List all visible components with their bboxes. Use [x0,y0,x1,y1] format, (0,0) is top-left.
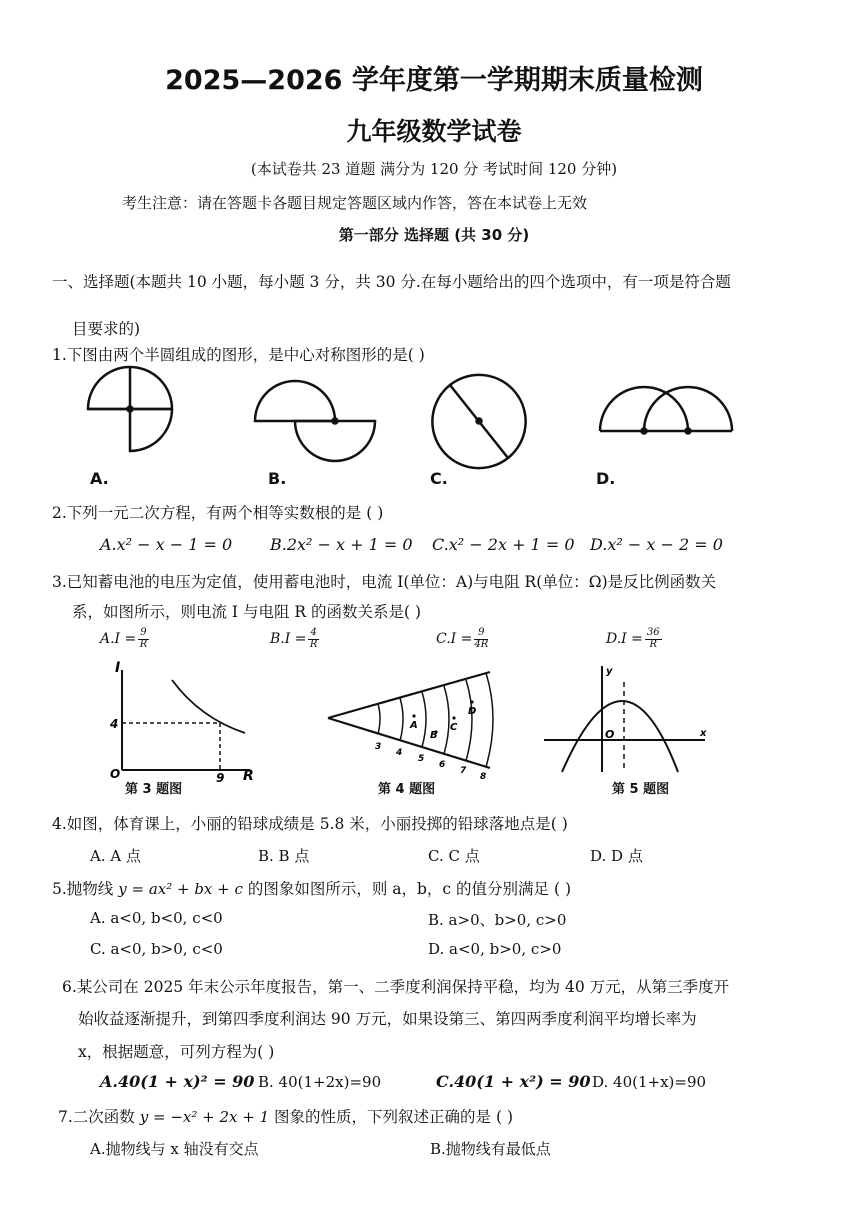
q5-option-c: C. a<0, b>0, c<0 [90,940,223,958]
fig5-caption: 第 5 题图 [612,782,670,797]
fig3-caption: 第 3 题图 [125,782,183,797]
fig5-origin: O [605,728,615,741]
q2-option-b: B.2x² − x + 1 = 0 [270,535,413,554]
q4-option-d: D. D 点 [590,847,643,865]
q6-option-c: C.40(1 + x²) = 90 [436,1072,591,1091]
q2-option-d: D.x² − x − 2 = 0 [590,535,723,554]
svg-text:7: 7 [460,766,467,776]
section-instructions-line2: 目要求的) [72,320,141,338]
q7-stem: 7.二次函数 y = −x² + 2x + 1 图象的性质，下列叙述正确的是 ( ) [58,1108,513,1126]
q7-option-b: B.抛物线有最低点 [430,1140,551,1158]
fig4-point-c: C [450,722,458,733]
q6-stem-line2: 始收益逐渐提升，到第四季度利润达 90 万元，如果设第三、第四两季度利润平均增长率为 [78,1010,697,1028]
q6-option-b: B. 40(1+2x)=90 [258,1073,382,1091]
exam-info: (本试卷共 23 道题 满分为 120 分 考试时间 120 分钟) [250,160,618,178]
q1-figure-a [88,367,172,451]
svg-text:4: 4 [396,748,403,758]
q1-stem: 1.下图由两个半圆组成的图形，是中心对称图形的是( ) [52,346,425,364]
q3-stem-line1: 3.已知蓄电池的电压为定值，使用蓄电池时，电流 I(单位：A)与电阻 R(单位：Ω)是反比例函数关 [52,573,717,591]
fig3-x-tick: 9 [216,771,225,785]
q1-figure-d [600,387,732,434]
q2-option-a: A.x² − x − 1 = 0 [100,535,233,554]
q4-option-b: B. B 点 [258,847,310,865]
fig3-origin: O [110,767,121,781]
q3-option-c: C.I = $\frac{9}{4R}$ [436,627,489,650]
q1-label-c: C. [430,469,448,488]
q3-option-a: A.I = $\frac{9}{R}$ [100,627,148,650]
svg-text:8: 8 [480,772,487,782]
fig4-point-d: D [468,706,477,717]
q1-label-d: D. [596,469,616,488]
exam-title: 2025—2026 学年度第一学期期末质量检测 [165,65,703,96]
q1-label-a: A. [90,469,109,488]
q5-option-b: B. a>0、b>0, c>0 [428,911,567,929]
q2-stem: 2.下列一元二次方程，有两个相等实数根的是 ( ) [52,504,384,522]
figure-3 [100,658,270,798]
fig4-point-a: A [410,720,418,731]
svg-text:6: 6 [439,760,446,770]
q6-option-d: D. 40(1+x)=90 [592,1073,707,1091]
q1-figure-c [432,375,525,468]
fig5-xlabel: x [700,728,707,739]
q5-stem: 5.抛物线 y = ax² + bx + c 的图象如图所示，则 a，b，c 的值分别满足 ( ) [52,880,571,898]
part-one-heading: 第一部分 选择题 (共 30 分) [338,226,530,244]
figure-4 [320,662,500,782]
fig3-ylabel: I [115,660,121,676]
q4-stem: 4.如图，体育课上，小丽的铅球成绩是 5.8 米，小丽投掷的铅球落地点是( ) [52,815,568,833]
q4-option-c: C. C 点 [428,847,480,865]
fig3-y-tick: 4 [110,717,119,731]
exam-notice: 考生注意：请在答题卡各题目规定答题区域内作答，答在本试卷上无效 [122,194,588,212]
q5-option-a: A. a<0, b<0, c<0 [90,909,223,927]
q6-stem-line3: x，根据题意，可列方程为( ) [78,1043,275,1061]
q6-option-a: A.40(1 + x)² = 90 [100,1072,255,1091]
q1-figure-b [255,381,375,461]
q7-option-a: A.抛物线与 x 轴没有交点 [90,1140,259,1158]
q3-option-b: B.I = $\frac{4}{R}$ [270,627,318,650]
q1-figures [70,365,830,495]
section-instructions-line1: 一、选择题(本题共 10 小题，每小题 3 分，共 30 分.在每小题给出的四个选项中，有一项是符合题 [52,273,731,291]
svg-text:5: 5 [418,754,425,764]
svg-text:3: 3 [375,742,382,752]
q6-stem-line1: 6.某公司在 2025 年末公示年度报告，第一、二季度利润保持平稳，均为 40 万元，从第三季度开 [62,978,730,996]
q3-stem-line2: 系，如图所示，则电流 I 与电阻 R 的函数关系是( ) [72,603,422,621]
fig4-point-b: B [430,730,438,741]
figure-5 [540,660,715,780]
fig5-ylabel: y [606,666,613,677]
q2-option-c: C.x² − 2x + 1 = 0 [432,535,575,554]
fig3-xlabel: R [243,768,254,784]
q1-label-b: B. [268,469,287,488]
fig4-caption: 第 4 题图 [378,782,436,797]
q3-option-d: D.I = $\frac{36}{R}$ [606,627,660,650]
q4-option-a: A. A 点 [90,847,141,865]
q5-option-d: D. a<0, b>0, c>0 [428,940,562,958]
exam-subtitle: 九年级数学试卷 [346,117,522,146]
